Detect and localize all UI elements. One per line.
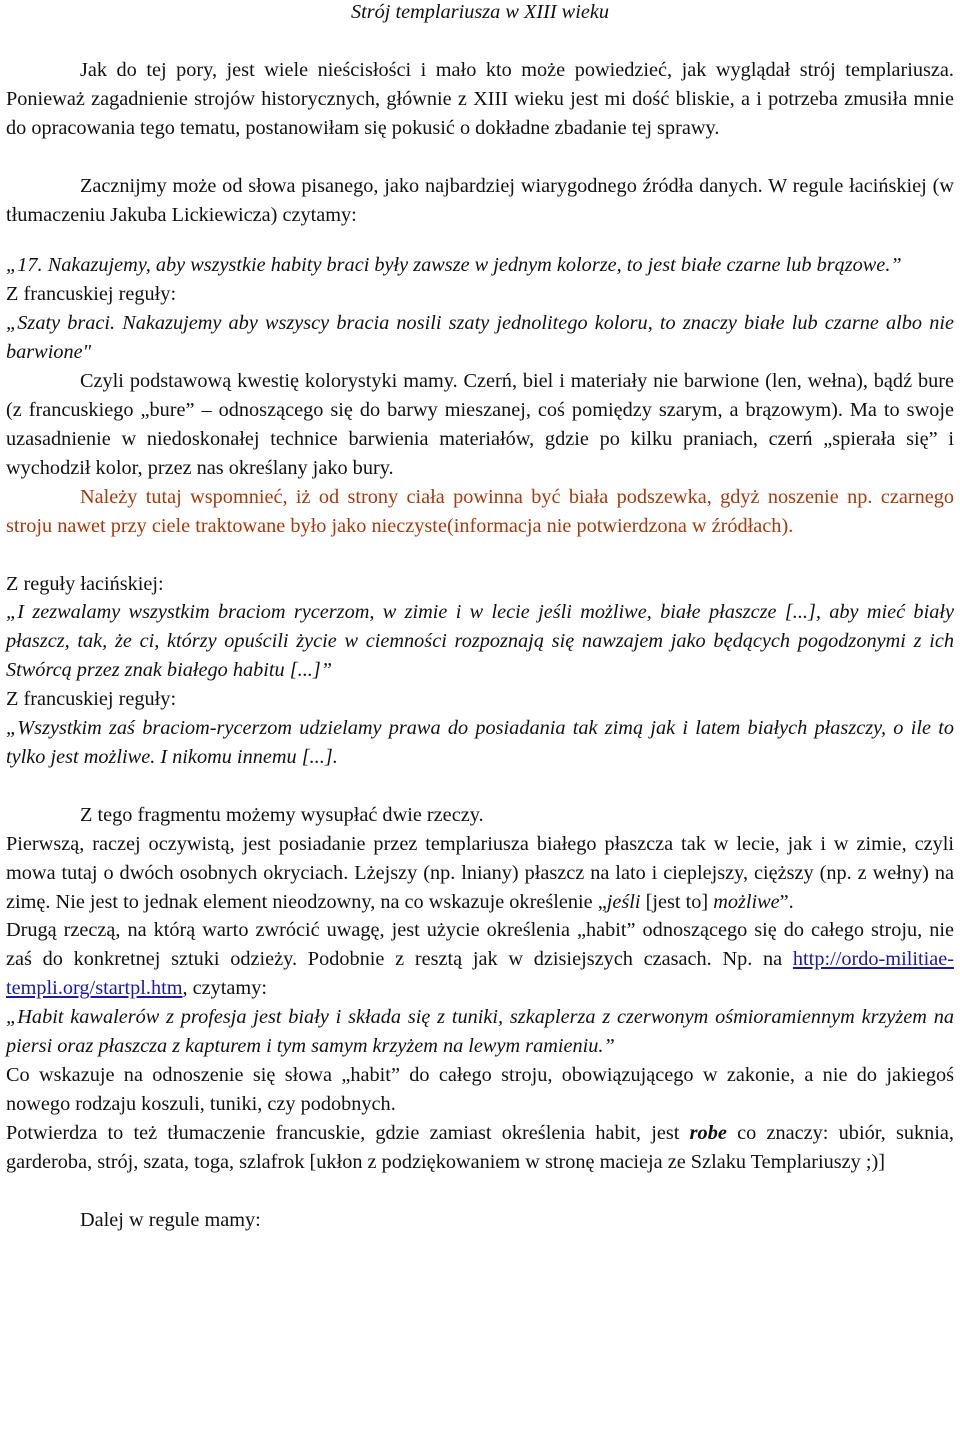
habit-meaning-paragraph: Co wskazuje na odnoszenie się słowa „habit” do całego stroju, obowiązującego w zakonie, a nie do jakiegoś nowego rodzaju koszuli, tuniki, czy podobnych. xyxy=(6,1064,954,1115)
spacer xyxy=(6,1177,954,1206)
text-run: [jest to] xyxy=(640,890,714,913)
latin-rule-quote-mantles: „I zezwalamy wszystkim braciom rycerzom, w zimie i w lecie jeśli możliwe, białe płaszcze [...], aby mieć biały płaszcz, tak, że ci, którzy opuścili życie w ciemności rozpoznają się nawzajem jako będących pogodzonymi z ich Stwórcą przez znak białego habitu [...]” xyxy=(6,601,954,682)
document-title: Strój templariusza w XIII wieku xyxy=(350,1,609,23)
text-run: co znaczy: ubiór, suknia, garderoba, strój, szata, toga, szlafrok [ukłon z podziękowaniem w stronę macieja ze Szlaku Templariuszy ;)] xyxy=(6,1121,954,1173)
first-point-paragraph xyxy=(6,830,954,917)
text-run-italic: możliwe xyxy=(713,890,780,913)
text-run: ”. xyxy=(779,890,794,913)
color-discussion-paragraph: Czyli podstawową kwestię kolorystyki mamy. Czerń, biel i materiały nie barwione (len, wełna), bądź bure (z francuskiego „bure” – odnoszącego się do barwy mieszanej, coś pomiędzy szarym, a brązowym). Ma to swoje uzasadnienie w niedoskonałej technice barwienia materiałów, gdzie po kilku praniach, czerń „spierała się” i wychodził kolor, przez nas określany jako bury. xyxy=(6,370,954,479)
second-point-paragraph xyxy=(6,916,954,1003)
spacer xyxy=(6,27,954,56)
spacer xyxy=(6,229,954,251)
text-run: Drugą rzeczą, na którą warto zwrócić uwagę, jest użycie określenia „habit” odnoszącego się do całego stroju, nie zaś do konkretnej sztuki odzieży. Podobnie z resztą jak w dzisiejszych czasach. Np. na xyxy=(6,919,954,971)
spacer xyxy=(6,772,954,801)
text-run-italic: jeśli xyxy=(606,890,641,913)
french-rule-label: Z francuskiej reguły: xyxy=(6,283,177,306)
french-rule-label-2: Z francuskiej reguły: xyxy=(6,688,177,711)
lining-note-paragraph: Należy tutaj wspomnieć, iż od strony ciała powinna być biała podszewka, gdyż noszenie np. czarnego stroju nawet przy ciele traktowane było jako nieczyste(informacja nie potwierdzona w źródłach). xyxy=(6,485,954,537)
french-rule-quote-garments: „Szaty braci. Nakazujemy aby wszyscy bracia nosili szaty jednolitego koloru, to znaczy białe lub czarne albo nie barwione" xyxy=(6,312,954,364)
spacer xyxy=(6,541,954,570)
text-run: Pierwszą, raczej oczywistą, jest posiadanie przez templariusza białego płaszcza tak w lecie, jak i w zimie, czyli mowa tutaj o dwóch osobnych okryciach. Lżejszy (np. lniany) płaszcz na lato i cieplejszy, cięższy (np. z wełny) na zimę. Nie jest to jednak element nieodzowny, na co wskazuje określenie „ xyxy=(6,832,954,913)
two-things-paragraph: Z tego fragmentu możemy wysupłać dwie rzeczy. xyxy=(80,803,484,826)
ordo-militiae-templi-link[interactable]: http://ordo-militiae-templi.org/startpl.htm xyxy=(6,948,954,1000)
latin-rule-quote-17: „17. Nakazujemy, aby wszystkie habity braci były zawsze w jednym kolorze, to jest białe czarne lub brązowe.” xyxy=(6,254,902,277)
intro-paragraph: Jak do tej pory, jest wiele nieścisłości i mało kto może powiedzieć, jak wyglądał strój templariusza. Ponieważ zagadnienie strojów historycznych, głównie z XIII wieku jest mi dość bliskie, a i potrzeba zmusiła mnie do opracowania tego tematu, postanowiłam się pokusić o dokładne zbadanie tej sprawy. xyxy=(6,58,954,139)
french-translation-paragraph xyxy=(6,1119,954,1177)
latin-rule-label: Z reguły łacińskiej: xyxy=(6,572,164,595)
text-run-bold-italic: robe xyxy=(689,1121,727,1144)
text-run: , czytamy: xyxy=(182,977,267,1000)
source-paragraph: Zacznijmy może od słowa pisanego, jako najbardziej wiarygodnego źródła danych. W regule łacińskiej (w tłumaczeniu Jakuba Lickiewicza) czytamy: xyxy=(6,174,954,226)
habit-description-quote: „Habit kawalerów z profesja jest biały i składa się z tuniki, szkaplerza z czerwonym ośmioramiennym krzyżem na piersi oraz płaszcza z kapturem i tym samym krzyżem na lewym ramieniu.” xyxy=(6,1006,954,1058)
spacer xyxy=(6,143,954,172)
french-rule-quote-mantles: „Wszystkim zaś braciom-rycerzom udzielamy prawa do posiadania tak zimą jak i latem białych płaszczy, o ile to tylko jest możliwe. I nikomu innemu [...]. xyxy=(6,717,954,768)
further-rule-paragraph: Dalej w regule mamy: xyxy=(80,1208,261,1231)
text-run: Potwierdza to też tłumaczenie francuskie, gdzie zamiast określenia habit, jest xyxy=(6,1121,690,1144)
